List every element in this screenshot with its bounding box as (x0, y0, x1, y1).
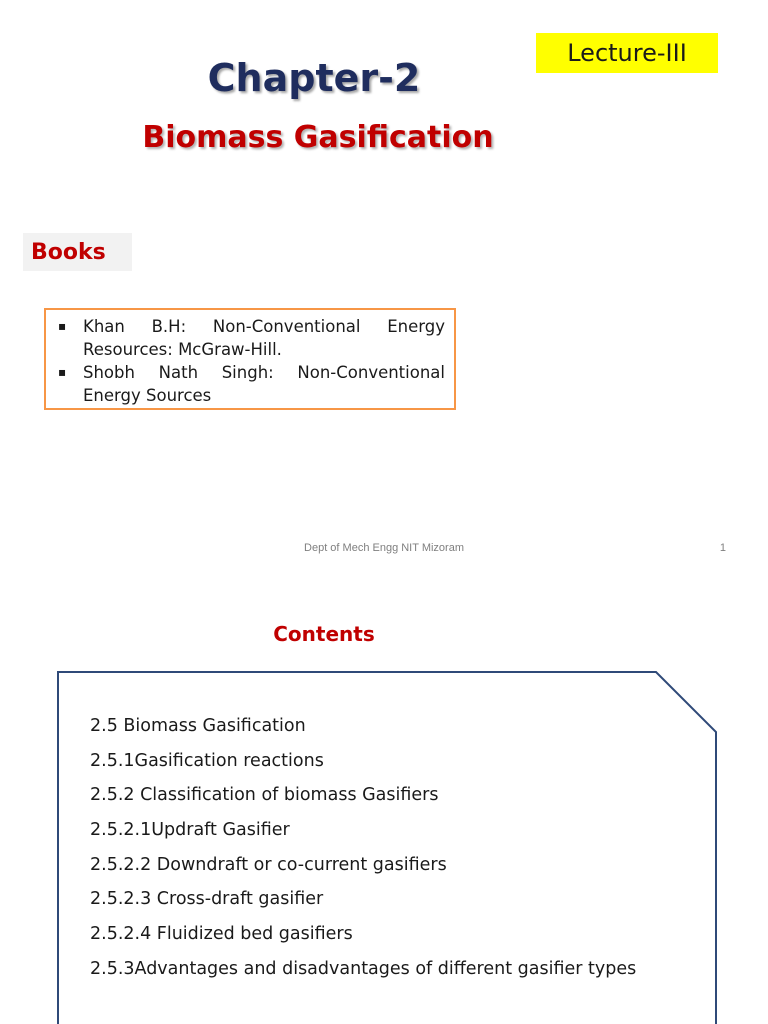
book-item (56, 361, 445, 407)
book-reference: Khan B.H: Non-Conventional Energy Resources: McGraw-Hill. (83, 317, 445, 359)
book-reference: Shobh Nath Singh: Non-Conventional Energy Sources (83, 363, 445, 405)
contents-item: 2.5.2.2 Downdraft or co-current gasifiers (90, 854, 447, 875)
contents-item: 2.5.1Gasification reactions (90, 750, 324, 771)
contents-item: 2.5 Biomass Gasification (90, 716, 306, 736)
books-list-box (44, 308, 456, 410)
contents-item: 2.5.3Advantages and disadvantages of different gasifier types (90, 958, 637, 979)
slide-2 (0, 580, 768, 1024)
contents-title: Contents (273, 622, 375, 646)
contents-item: 2.5.2 Classification of biomass Gasifiers (90, 785, 439, 806)
contents-item: 2.5.2.4 Fluidized bed gasifiers (90, 924, 353, 945)
chapter-subtitle: Biomass Gasification (142, 120, 494, 155)
contents-item: 2.5.2.1Updraft Gasifier (90, 820, 290, 841)
page-number: 1 (719, 542, 726, 554)
chapter-title: Chapter-2 (207, 56, 421, 100)
lecture-badge: Lecture-III (536, 33, 718, 73)
books-heading: Books (23, 233, 132, 271)
slide-footer: Dept of Mech Engg NIT Mizoram (304, 542, 464, 554)
bullet-icon: ▪ (58, 319, 67, 333)
contents-list (90, 714, 636, 992)
book-item (56, 315, 445, 361)
bullet-icon: ▪ (58, 365, 67, 379)
contents-item: 2.5.2.3 Cross-draft gasifier (90, 889, 324, 910)
